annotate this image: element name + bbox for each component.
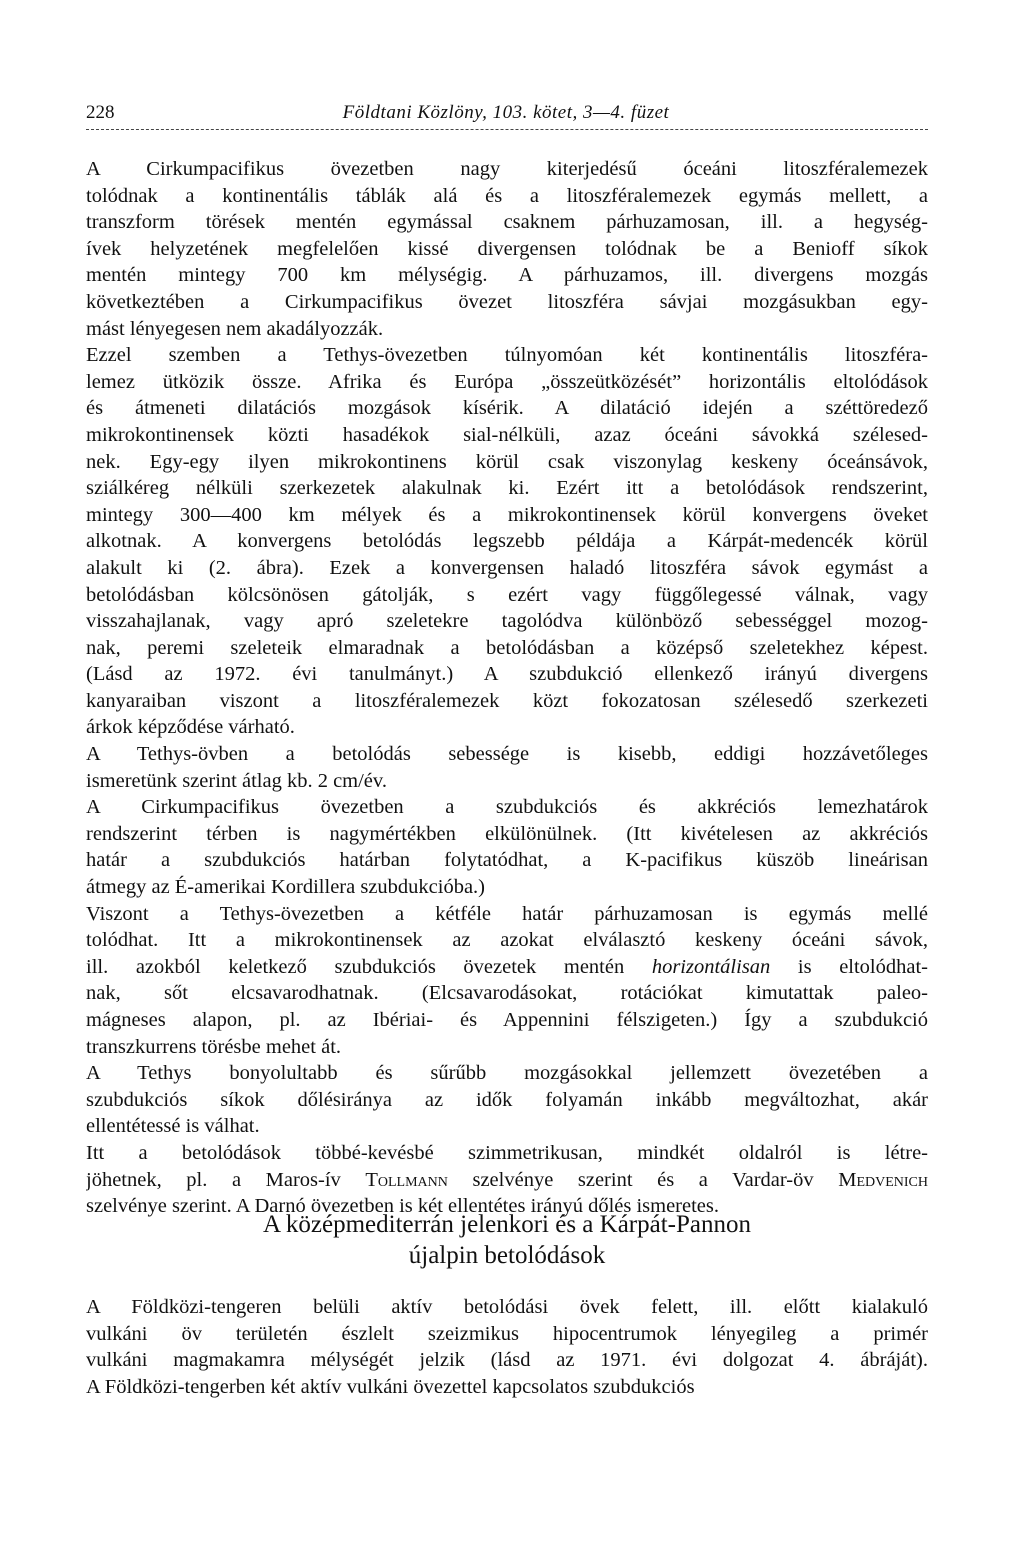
text-line: betolódásban kölcsönösen gátolják, s ezért vagy függőlegessé válnak, vagy bbox=[86, 583, 928, 606]
text-line: következtében a Cirkumpacifikus övezet litoszféra sávjai mozgásukban egy- bbox=[86, 290, 928, 313]
text-line: A Cirkumpacifikus övezetben nagy kiterjedésű óceáni litoszféralemezek bbox=[86, 158, 928, 180]
text-line: A Tethys-övben a betolódás sebessége is kisebb, eddigi hozzávetőleges bbox=[86, 743, 928, 766]
text-line: tolódnak a kontinentális táblák alá és a litoszféralemezek egymás mellett, a bbox=[86, 184, 928, 207]
text-line: Ezzel szemben a Tethys-övezetben túlnyomóan két kontinentális litoszféra- bbox=[86, 344, 928, 367]
text-line: (Lásd az 1972. évi tanulmányt.) A szubdukció ellenkező irányú divergens bbox=[86, 663, 928, 686]
section-title-line-2: újalpin betolódások bbox=[408, 1242, 606, 1269]
header-rule bbox=[86, 129, 928, 130]
text-line: átmegy az É-amerikai Kordillera szubdukcióba.) bbox=[86, 876, 486, 899]
text-line: nek. Egy-egy ilyen mikrokontinens körül csak viszonylag keskeny óceánsávok, bbox=[86, 450, 928, 473]
text-line: mentén mintegy 700 km mélységig. A párhuzamos, ill. divergens mozgás bbox=[86, 264, 928, 287]
section-title bbox=[86, 1209, 928, 1271]
paragraph bbox=[86, 342, 928, 741]
journal-reference: Földtani Közlöny, 103. kötet, 3—4. füzet bbox=[342, 102, 670, 123]
text-line: mintegy 300—400 km mélyek és a mikrokontinensek körül konvergens öveket bbox=[86, 503, 928, 526]
text-line: mikrokontinensek közti hasadékok sial-nélküli, azaz óceáni sávokká szélesed- bbox=[86, 423, 928, 446]
text-line: A Tethys bonyolultabb és sűrűbb mozgásokkal jellemzett övezetében a bbox=[86, 1062, 928, 1085]
text-line: ívek helyzetének megfelelően kissé divergensen tolódnak be a Benioff síkok bbox=[86, 237, 928, 260]
text-line: vulkáni magmakamra mélységét jelzik (lásd az 1971. évi dolgozat 4. ábráját). bbox=[86, 1349, 928, 1372]
text-line: lemez ütközik össze. Afrika és Európa „összeütközését” horizontális eltolódások bbox=[86, 370, 928, 393]
text-line: és átmeneti dilatációs mozgások kísérik. A dilatáció idején a széttöredező bbox=[86, 397, 928, 420]
running-head bbox=[86, 100, 926, 126]
text-line: kanyaraiban viszont a litoszféralemezek közt fokozatosan szélesedő szerkezeti bbox=[86, 689, 928, 712]
text-line: határ a szubdukciós határban folytatódhat, a K-pacifikus küszöb lineárisan bbox=[86, 849, 928, 872]
text-line: transzkurrens törésbe mehet át. bbox=[86, 1035, 342, 1058]
text-line: ismeretünk szerint átlag kb. 2 cm/év. bbox=[86, 769, 387, 792]
text-line: mágneses alapon, pl. az Ibériai- és Appennini félszigeten.) Így a szubdukció bbox=[86, 1009, 928, 1031]
text-line: A Földközi-tengeren belüli aktív betolódási övek felett, ill. előtt kialakuló bbox=[86, 1296, 928, 1318]
paragraph bbox=[86, 794, 928, 900]
paragraph bbox=[86, 741, 928, 794]
text-line: A Cirkumpacifikus övezetben a szubdukciós és akkréciós lemezhatárok bbox=[86, 796, 928, 819]
text-line: szelvénye szerint. A Darnó övezetben is két ellentétes irányú dőlés ismeretes. bbox=[86, 1195, 720, 1218]
paragraph bbox=[86, 1294, 928, 1400]
text-line: nak, peremi szeleteik elmaradnak a betolódásban a középső szeletekhez képest. bbox=[86, 636, 928, 659]
text-line: ill. azokból keletkező szubdukciós övezetek mentén horizontálisan is eltolódhat- bbox=[86, 955, 928, 978]
text-line: visszahajlanak, vagy apró szeletekre tagolódva különböző sebességgel mozog- bbox=[86, 610, 928, 633]
text-line: ellentétessé is válhat. bbox=[86, 1115, 260, 1138]
paragraph bbox=[86, 1060, 928, 1140]
paragraph bbox=[86, 901, 928, 1061]
text-line: A Földközi-tengerben két aktív vulkáni övezettel kapcsolatos szubdukciós bbox=[86, 1375, 695, 1398]
paragraph bbox=[86, 156, 928, 342]
text-line: nak, sőt elcsavarodhatnak. (Elcsavarodásokat, rotációkat kimutattak paleo- bbox=[86, 982, 928, 1005]
text-line: sziálkéreg nélküli szerkezetek alakulnak ki. Ezért itt a betolódások rendszerint, bbox=[86, 477, 928, 500]
text-line: szubdukciós síkok dőlésiránya az idők folyamán inkább megváltozhat, akár bbox=[86, 1088, 928, 1111]
text-line: mást lényegesen nem akadályozzák. bbox=[86, 317, 384, 340]
paragraph bbox=[86, 1140, 928, 1220]
text-line: jöhetnek, pl. a Maros-ív Tollmann szelvénye szerint és a Vardar-öv Medvenich bbox=[86, 1168, 928, 1191]
section-title-line-1: A középmediterrán jelenkori és a Kárpát-Pannon bbox=[262, 1211, 751, 1238]
text-line: rendszerint térben is nagymértékben elkülönülnek. (Itt kivételesen az akkréciós bbox=[86, 822, 928, 845]
text-line: alkotnak. A konvergens betolódás legszebb példája a Kárpát-medencék körül bbox=[86, 530, 928, 553]
text-line: árkok képződése várható. bbox=[86, 716, 295, 739]
text-line: tolódhat. Itt a mikrokontinensek az azokat elválasztó keskeny óceáni sávok, bbox=[86, 929, 928, 952]
text-line: alakult ki (2. ábra). Ezek a konvergensen haladó litoszféra sávok egymást a bbox=[86, 556, 928, 579]
text-line: transzform törések mentén egymással csaknem párhuzamosan, ill. a hegység- bbox=[86, 211, 928, 234]
text-line: Viszont a Tethys-övezetben a kétféle határ párhuzamosan is egymás mellé bbox=[86, 902, 928, 925]
text-line: vulkáni öv területén észlelt szeizmikus hipocentrumok lényegileg a primér bbox=[86, 1322, 928, 1345]
page-number: 228 bbox=[86, 102, 115, 123]
body-text bbox=[86, 156, 928, 1220]
text-line: Itt a betolódások többé-kevésbé szimmetrikusan, mindkét oldalról is létre- bbox=[86, 1141, 928, 1164]
section-body-text bbox=[86, 1294, 928, 1400]
